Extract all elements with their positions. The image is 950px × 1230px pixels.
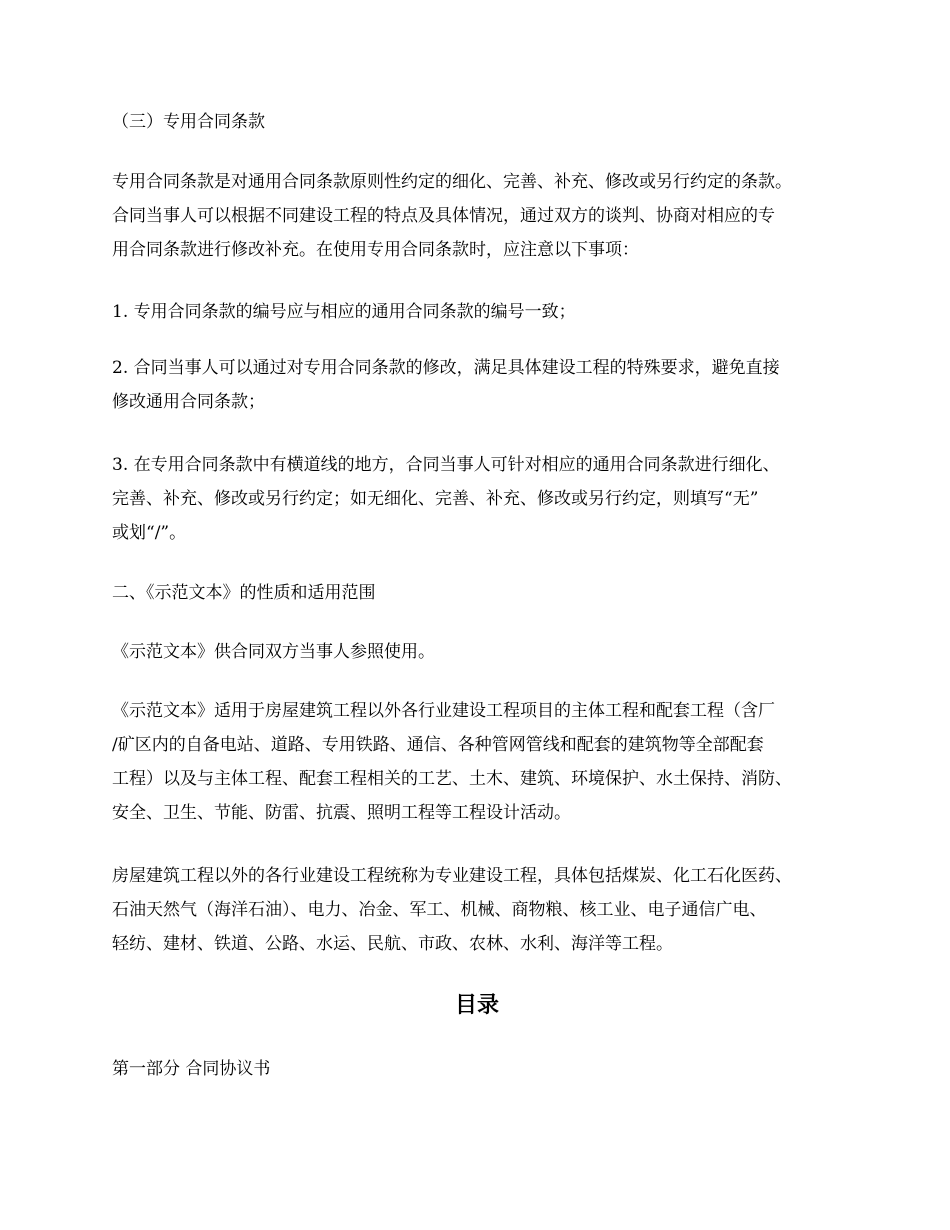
paragraph-industries bbox=[112, 859, 842, 961]
text-line: 修改通用合同条款； bbox=[112, 392, 265, 412]
text-line: 《示范文本》供合同双方当事人参照使用。 bbox=[112, 642, 435, 662]
list-item-1 bbox=[112, 295, 842, 329]
text-line: 工程）以及与主体工程、配套工程相关的工艺、土木、建筑、环境保护、水土保持、消防、 bbox=[112, 769, 792, 789]
text-line: 石油天然气（海洋石油）、电力、冶金、军工、机械、商物粮、核工业、电子通信广电、 bbox=[112, 900, 767, 920]
paragraph-scope bbox=[112, 694, 842, 830]
text-line: 1. 专用合同条款的编号应与相应的通用合同条款的编号一致； bbox=[112, 302, 576, 322]
text-line: /矿区内的自备电站、道路、专用铁路、通信、各种管网管线和配套的建筑物等全部配套 bbox=[112, 735, 764, 755]
text-line: （三）专用合同条款 bbox=[112, 112, 265, 132]
section-heading-scope bbox=[112, 576, 842, 610]
text-line: 轻纺、建材、铁道、公路、水运、民航、市政、农林、水利、海洋等工程。 bbox=[112, 934, 673, 954]
text-line: 完善、补充、修改或另行约定；如无细化、完善、补充、修改或另行约定，则填写“无” bbox=[112, 489, 759, 509]
text-line: 2. 合同当事人可以通过对专用合同条款的修改，满足具体建设工程的特殊要求，避免直接 bbox=[112, 358, 780, 378]
list-item-2 bbox=[112, 351, 842, 419]
text-line: 房屋建筑工程以外的各行业建设工程统称为专业建设工程，具体包括煤炭、化工石化医药、 bbox=[112, 866, 792, 886]
text-line: 合同当事人可以根据不同建设工程的特点及具体情况，通过双方的谈判、协商对相应的专 bbox=[112, 206, 775, 226]
text-line: 《示范文本》适用于房屋建筑工程以外各行业建设工程项目的主体工程和配套工程（含厂 bbox=[112, 701, 775, 721]
text-line: 3. 在专用合同条款中有横道线的地方，合同当事人可针对相应的通用合同条款进行细化、 bbox=[112, 455, 780, 475]
text-line: 二、《示范文本》的性质和适用范围 bbox=[112, 583, 376, 603]
paragraph-special-terms-intro bbox=[112, 165, 842, 267]
text-line: 或划“/”。 bbox=[112, 523, 187, 543]
toc-item[interactable]: 第一部分 合同协议书 bbox=[112, 1059, 271, 1079]
toc-title: 目录 bbox=[454, 992, 499, 1018]
text-line: 安全、卫生、节能、防雷、抗震、照明工程等工程设计活动。 bbox=[112, 803, 571, 823]
toc-list bbox=[112, 1052, 842, 1086]
text-line: 用合同条款进行修改补充。在使用专用合同条款时，应注意以下事项： bbox=[112, 240, 639, 260]
list-item-3 bbox=[112, 448, 842, 550]
section-heading-special-terms bbox=[112, 105, 842, 139]
text-line: 专用合同条款是对通用合同条款原则性约定的细化、完善、补充、修改或另行约定的条款。 bbox=[112, 172, 792, 192]
paragraph-usage bbox=[112, 635, 842, 669]
